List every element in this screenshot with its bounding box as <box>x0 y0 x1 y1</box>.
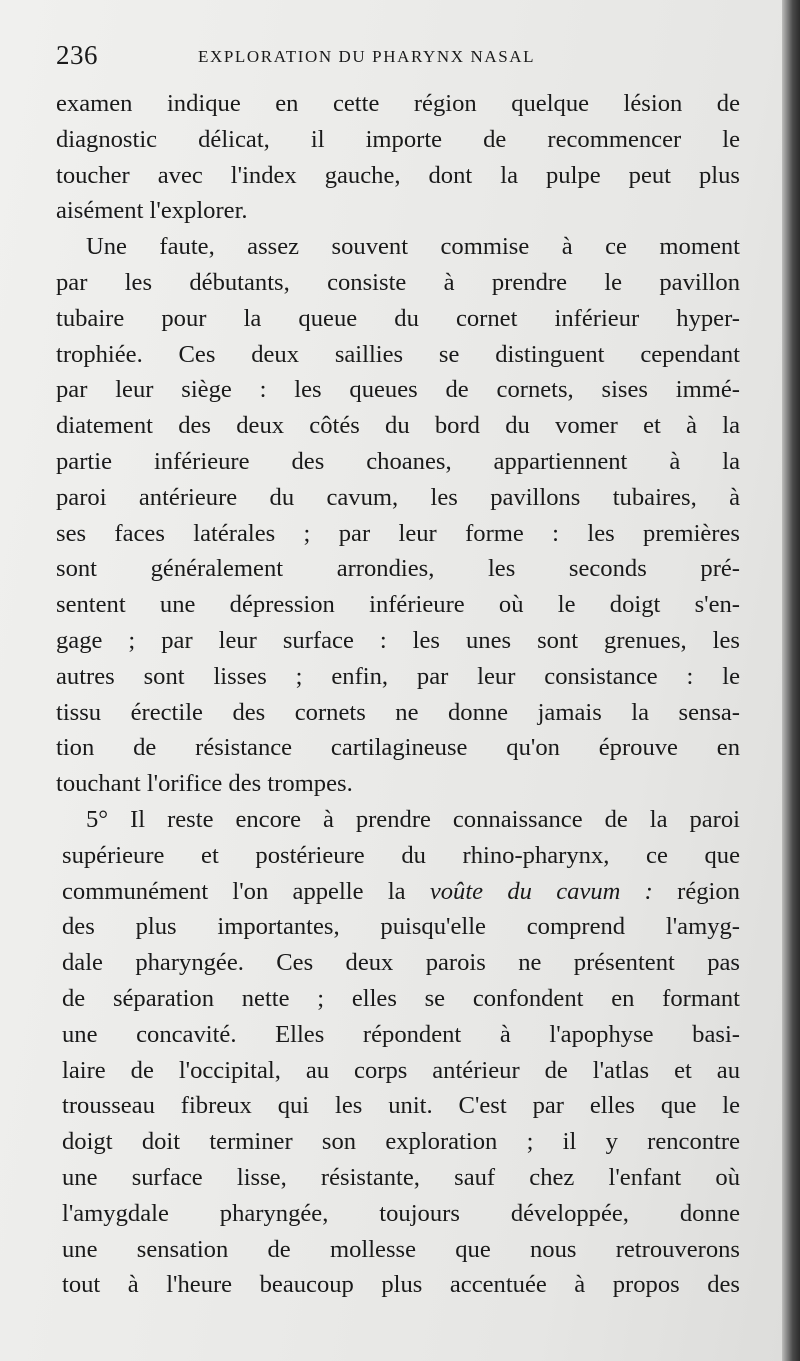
text-line: diagnostic délicat, il importe de recommencer le <box>56 125 740 153</box>
body-text <box>56 86 740 1303</box>
text-line: tout à l'heure beaucoup plus accentuée à propos des <box>62 1271 740 1299</box>
text-line: trophiée. Ces deux saillies se distinguent cependant <box>56 340 740 368</box>
text-line: des plus importantes, puisqu'elle comprend l'amyg- <box>62 913 740 941</box>
text-line: diatement des deux côtés du bord du vomer et à la <box>56 412 740 440</box>
running-head: EXPLORATION DU PHARYNX NASAL <box>198 47 536 66</box>
text-line: une surface lisse, résistante, sauf chez l'enfant où <box>62 1163 740 1191</box>
text-line: tissu érectile des cornets ne donne jamais la sensa- <box>56 698 740 726</box>
text-line: tion de résistance cartilagineuse qu'on éprouve en <box>56 734 740 762</box>
text-line: touchant l'orifice des trompes. <box>56 770 353 798</box>
text-line: laire de l'occipital, au corps antérieur de l'atlas et au <box>62 1056 740 1084</box>
text-line: par leur siège : les queues de cornets, sises immé- <box>56 376 740 404</box>
text-line: gage ; par leur surface : les unes sont grenues, les <box>56 626 740 654</box>
italic-term: voûte du cavum : <box>429 877 653 905</box>
text-line-with-italic <box>62 874 740 910</box>
text-line: de séparation nette ; elles se confondent en formant <box>62 984 740 1012</box>
text-line: tubaire pour la queue du cornet inférieur hyper- <box>56 304 740 332</box>
text-line: l'amygdale pharyngée, toujours développée, donne <box>62 1199 740 1227</box>
text-line: sentent une dépression inférieure où le doigt s'en- <box>56 591 740 619</box>
text-line: partie inférieure des choanes, appartiennent à la <box>56 447 740 475</box>
line-text: communément l'on appelle la <box>62 877 406 905</box>
text-line: une concavité. Elles répondent à l'apophyse basi- <box>62 1020 740 1048</box>
text-line: trousseau fibreux qui les unit. C'est par elles que le <box>62 1092 740 1120</box>
text-line: autres sont lisses ; enfin, par leur consistance : le <box>56 662 740 690</box>
text-line: par les débutants, consiste à prendre le pavillon <box>56 268 740 296</box>
page-edge-shadow <box>782 0 800 1361</box>
text-line: une sensation de mollesse que nous retrouverons <box>62 1235 740 1263</box>
line-text: région <box>677 877 740 905</box>
text-line: dale pharyngée. Ces deux parois ne présentent pas <box>62 949 740 977</box>
text-line: sont généralement arrondies, les seconds pré- <box>56 555 740 583</box>
text-line: ses faces latérales ; par leur forme : les premières <box>56 519 740 547</box>
text-line: toucher avec l'index gauche, dont la pulpe peut plus <box>56 161 740 189</box>
text-line: aisément l'explorer. <box>56 197 248 225</box>
text-line: examen indique en cette région quelque lésion de <box>56 90 740 117</box>
text-line: paroi antérieure du cavum, les pavillons tubaires, à <box>56 483 740 511</box>
page-number: 236 <box>56 40 98 70</box>
page-header <box>56 40 722 76</box>
paragraph-start-line: 5° Il reste encore à prendre connaissance de la paroi <box>86 805 740 833</box>
paragraph-start-line: Une faute, assez souvent commise à ce moment <box>86 233 740 261</box>
text-line: supérieure et postérieure du rhino-pharynx, ce que <box>62 841 740 869</box>
text-line: doigt doit terminer son exploration ; il y rencontre <box>62 1128 740 1156</box>
